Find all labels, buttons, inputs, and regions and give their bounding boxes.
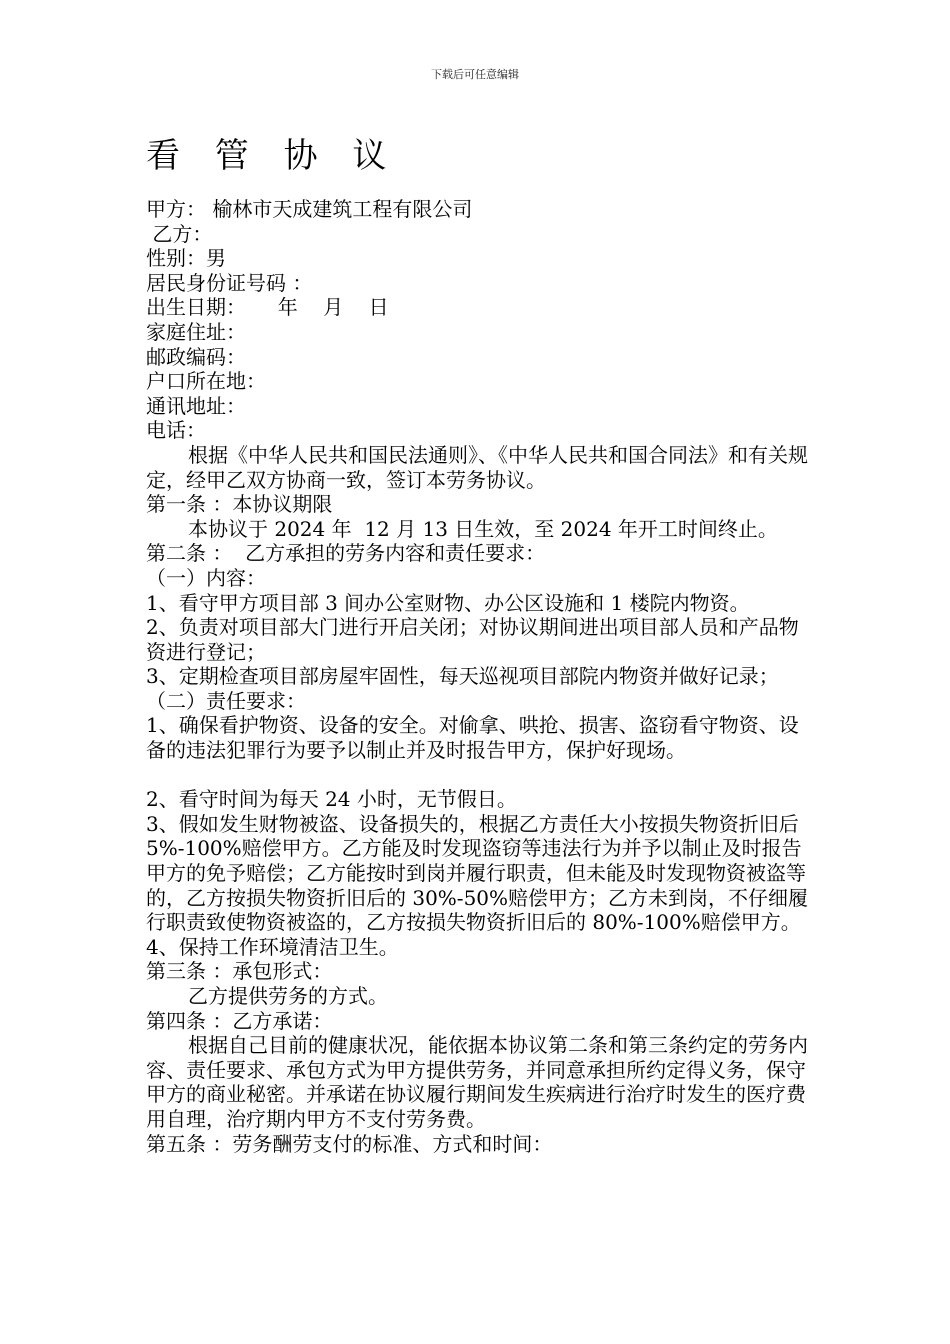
article-3-text: 乙方提供劳务的方式。: [188, 984, 388, 1008]
duty-item: 2、看守时间为每天 24 小时，无节假日。: [146, 787, 517, 812]
article-3-heading: 第三条 ：承包形式：: [146, 959, 333, 984]
postal-code-line: 邮政编码：: [146, 344, 246, 369]
party-b-line: 乙方：: [146, 221, 213, 246]
household-location-line: 户口所在地：: [146, 369, 266, 394]
duty-item: 3、假如发生财物被盗、设备损失的，根据乙方责任大小按损失物资折旧后 5%-100%赔偿甲方。乙方能及时发现盗窃等违法行为并予以制止及时报告甲方的免予赔偿；乙方能按时到岗并履行职责，但未能及时发现物资被盗等的，乙方按损失物资折旧后的 30%-50%赔偿甲方；乙方未到岗，不仔细履行职责致使物资被盗的，乙方按损失物资折旧后的 80%-100%赔偿甲方。: [146, 811, 809, 935]
duty-item: 1、确保看护物资、设备的安全。对偷拿、哄抢、损害、盗窃看守物资、设备的违法犯罪行为要予以制止并及时报告甲方，保护好现场。: [146, 713, 799, 763]
party-a-line: 甲方： 榆林市天成建筑工程有限公司: [146, 197, 473, 221]
id-number-line: 居民身份证号码 ：: [146, 270, 313, 295]
document-body: [146, 197, 816, 1156]
duty-subheading: （二）责任要求：: [146, 688, 306, 713]
document-title: 看 管 协 议: [146, 136, 399, 176]
content-subheading: （一）内容：: [146, 565, 266, 590]
article-2-heading: 第二条 ： 乙方承担的劳务内容和责任要求：: [146, 541, 546, 566]
content-item: 2、负责对项目部大门进行开启关闭；对协议期间进出项目部人员和产品物资进行登记；: [146, 615, 799, 664]
article-1-text: 本协议于 2024 年 12 月 13 日生效，至 2024 年开工时间终止。: [188, 516, 778, 541]
article-1-heading: 第一条 ：本协议期限: [146, 492, 333, 517]
mailing-address-line: 通讯地址：: [146, 393, 246, 418]
phone-line: 电话：: [146, 418, 206, 443]
birth-date-line: 出生日期： 年 月 日: [146, 295, 389, 320]
duty-item: 4、保持工作环境清洁卫生。: [146, 934, 399, 959]
page-header-note: 下载后可任意编辑: [431, 68, 519, 81]
preamble-paragraph: 根据《中华人民共和国民法通则》、《中华人民共和国合同法》和有关规定，经甲乙双方协商一致，签订本劳务协议。: [146, 442, 808, 492]
article-4-heading: 第四条 ：乙方承诺：: [146, 1008, 333, 1033]
article-5-heading: 第五条 ：劳务酬劳支付的标准、方式和时间：: [146, 1131, 553, 1156]
home-address-line: 家庭住址：: [146, 319, 246, 344]
content-item: 3、定期检查项目部房屋牢固性，每天巡视项目部院内物资并做好记录；: [146, 664, 779, 689]
paragraph-gap: [146, 763, 816, 788]
content-item: 1、看守甲方项目部 3 间办公室财物、办公区设施和 1 楼院内物资。: [146, 590, 750, 615]
gender-line: 性别：男: [146, 246, 226, 271]
article-4-text: 根据自己目前的健康状况，能依据本协议第二条和第三条约定的劳务内容、责任要求、承包方式为甲方提供劳务，并同意承担所约定得义务，保守甲方的商业秘密。并承诺在协议履行期间发生疾病进行治疗时发生的医疗费用自理，治疗期内甲方不支付劳务费。: [146, 1033, 808, 1131]
